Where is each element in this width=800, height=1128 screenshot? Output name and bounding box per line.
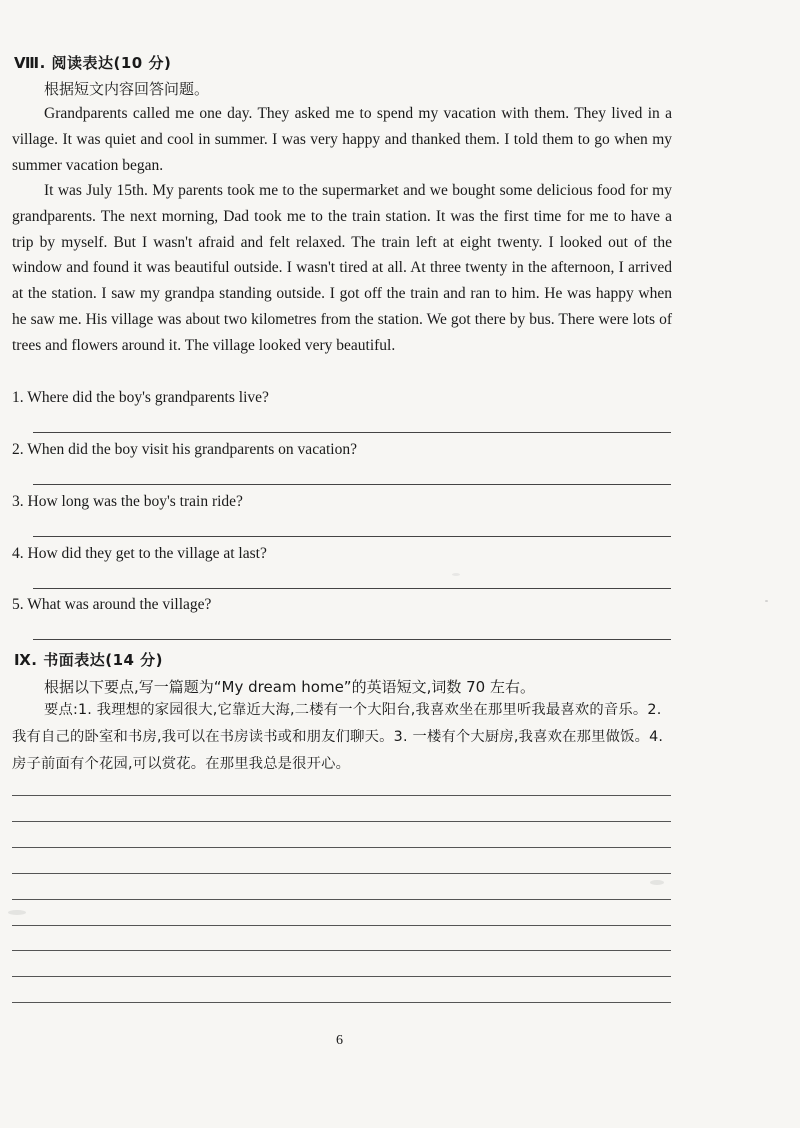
page-number: 6: [336, 1033, 343, 1048]
writing-line[interactable]: [12, 925, 671, 926]
passage-paragraph-2: It was July 15th. My parents took me to the supermarket and we bought some delicious food for my grandparents. The next morning, Dad took me to the train station. It was the first time for me to have a trip by myself. But I wasn't afraid and felt relaxed. The train left at eight twenty. I looked out of the window and found it was beautiful outside. I wasn't tired at all. At three twenty in the afternoon, I arrived at the station. I saw my grandpa standing outside. I got off the train and ran to him. He was happy when he saw me. His village was about two kilometres from the station. We got there by bus. There were lots of trees and flowers around it. The village looked very beautiful.: [12, 182, 672, 354]
scan-speck: [765, 600, 768, 602]
question-5: 5. What was around the village?: [12, 596, 212, 613]
section-9-title: Ⅸ. 书面表达(14 分): [14, 651, 164, 669]
section-8-instruction: 根据短文内容回答问题。: [44, 80, 210, 98]
question-4: 4. How did they get to the village at last?: [12, 545, 267, 562]
scan-speck: [650, 880, 664, 885]
writing-requirements: 要点:1. 我理想的家园很大,它靠近大海,二楼有一个大阳台,我喜欢坐在那里听我最喜欢的音乐。2. 我有自己的卧室和书房,我可以在书房读书或和朋友们聊天。3. 一楼有个大厨房,我喜欢在那里做饭。4. 房子前面有个花园,可以赏花。在那里我总是很开心。: [12, 702, 664, 772]
writing-line[interactable]: [12, 795, 671, 796]
answer-line-3[interactable]: [33, 536, 671, 537]
answer-line-2[interactable]: [33, 484, 671, 485]
question-2: 2. When did the boy visit his grandparents on vacation?: [12, 441, 357, 458]
writing-line[interactable]: [12, 847, 671, 848]
scan-speck: [452, 573, 460, 576]
answer-line-1[interactable]: [33, 432, 671, 433]
question-3: 3. How long was the boy's train ride?: [12, 493, 243, 510]
writing-line[interactable]: [12, 1002, 671, 1003]
writing-line[interactable]: [12, 821, 671, 822]
answer-line-5[interactable]: [33, 639, 671, 640]
question-1: 1. Where did the boy's grandparents live?: [12, 389, 269, 406]
writing-line[interactable]: [12, 976, 671, 977]
writing-line[interactable]: [12, 873, 671, 874]
section-9-instruction: 根据以下要点,写一篇题为“My dream home”的英语短文,词数 70 左右。: [44, 678, 535, 696]
scan-speck: [8, 910, 26, 915]
answer-line-4[interactable]: [33, 588, 671, 589]
section-8-title: Ⅷ. 阅读表达(10 分): [14, 54, 172, 72]
writing-line[interactable]: [12, 950, 671, 951]
writing-line[interactable]: [12, 899, 671, 900]
passage-paragraph-1: Grandparents called me one day. They asked me to spend my vacation with them. They lived in a village. It was quiet and cool in summer. I was very happy and thanked them. I told them to go when my summer vacation began.: [12, 105, 672, 174]
